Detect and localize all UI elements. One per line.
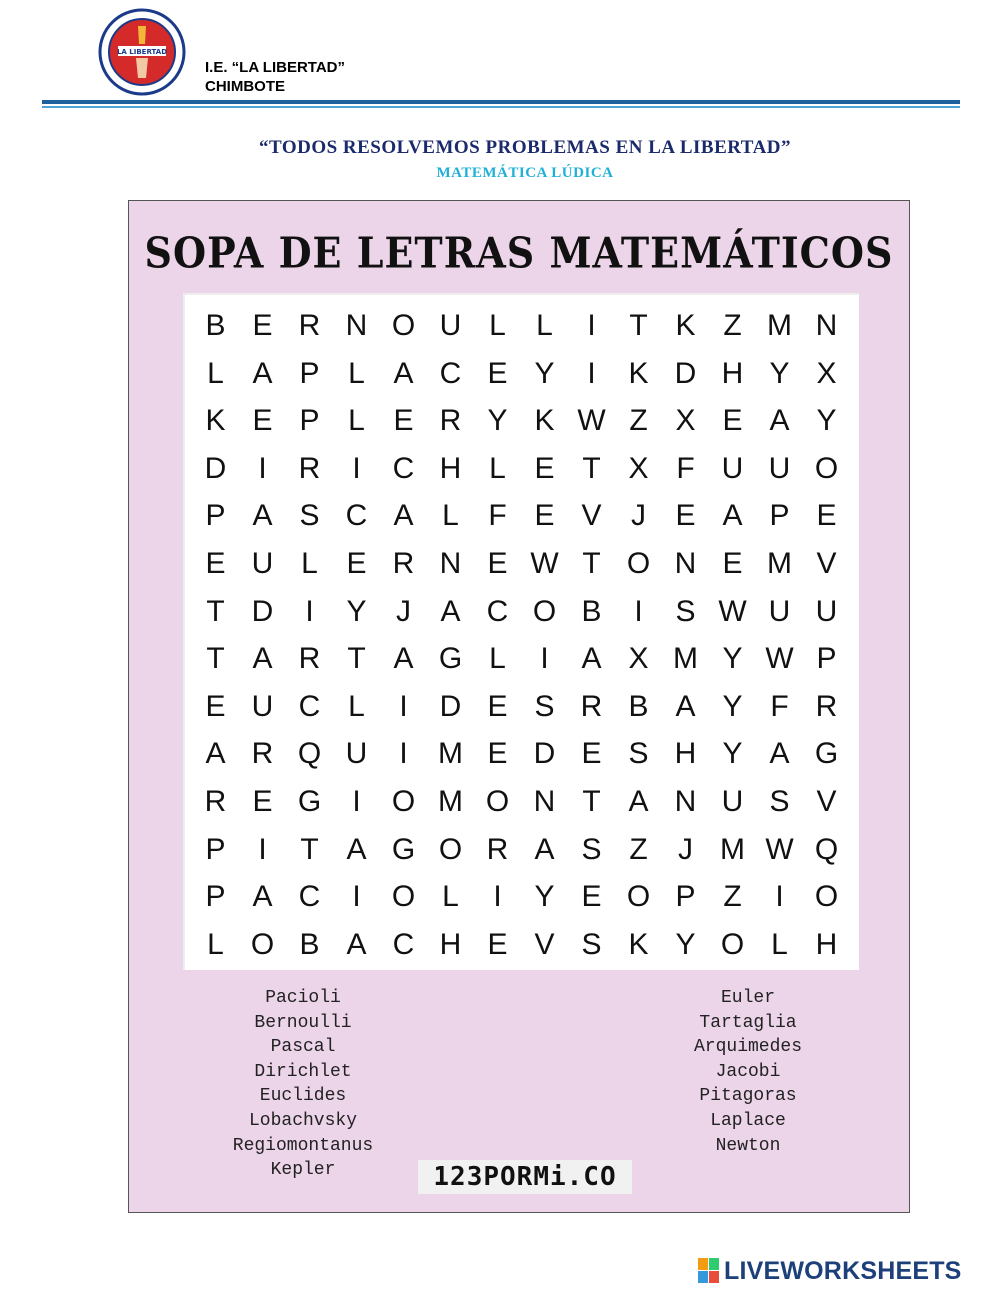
grid-letter[interactable]: L	[771, 927, 788, 961]
grid-letter[interactable]: M	[438, 737, 463, 771]
grid-letter[interactable]: J	[396, 594, 411, 628]
grid-letter[interactable]: T	[582, 785, 601, 818]
grid-letter[interactable]: E	[252, 309, 273, 342]
grid-letter[interactable]: U	[251, 547, 274, 580]
grid-letter[interactable]: B	[299, 927, 320, 961]
grid-letter[interactable]: Y	[534, 880, 555, 914]
grid-letter[interactable]: E	[816, 499, 837, 533]
grid-letter[interactable]: L	[207, 927, 224, 961]
grid-letter[interactable]: F	[676, 451, 695, 485]
grid-letter[interactable]: E	[487, 547, 508, 580]
grid-letter[interactable]: O	[814, 451, 839, 485]
school-city: CHIMBOTE	[205, 78, 285, 95]
grid-letter[interactable]: I	[493, 880, 502, 914]
grid-letter[interactable]: Y	[769, 356, 790, 390]
grid-letter[interactable]: G	[297, 785, 322, 818]
grid-letter[interactable]: A	[581, 642, 602, 676]
grid-letter[interactable]: Y	[816, 404, 837, 438]
grid-letter[interactable]: J	[678, 832, 693, 866]
grid-letter[interactable]: W	[530, 547, 559, 580]
word-list-item: Lobachvsky	[248, 1110, 358, 1131]
grid-letter[interactable]: V	[534, 927, 555, 961]
grid-letter[interactable]: W	[765, 832, 794, 866]
grid-letter[interactable]: R	[298, 309, 321, 342]
word-list-item: Tartaglia	[699, 1012, 797, 1033]
grid-letter[interactable]: C	[392, 927, 415, 961]
grid-letter[interactable]: E	[252, 785, 273, 818]
grid-letter[interactable]: N	[345, 309, 368, 342]
grid-letter[interactable]: I	[258, 832, 267, 866]
grid-letter[interactable]: Y	[722, 737, 743, 771]
grid-letter[interactable]: Z	[629, 404, 648, 438]
word-list-item: Newton	[715, 1135, 781, 1156]
word-list-item: Regiomontanus	[232, 1135, 374, 1156]
grid-letter[interactable]: A	[205, 737, 226, 771]
grid-letter[interactable]: A	[393, 642, 414, 676]
grid-letter[interactable]: H	[721, 356, 744, 390]
grid-letter[interactable]: K	[628, 356, 649, 390]
grid-letter[interactable]: G	[438, 642, 463, 676]
grid-letter[interactable]: W	[765, 642, 794, 676]
grid-letter[interactable]: A	[675, 689, 696, 723]
grid-letter[interactable]: U	[721, 451, 744, 485]
grid-letter[interactable]: I	[258, 451, 267, 485]
grid-letter[interactable]: L	[489, 642, 506, 676]
grid-letter[interactable]: P	[816, 642, 837, 676]
grid-letter[interactable]: T	[629, 309, 648, 342]
grid-letter[interactable]: A	[628, 785, 649, 818]
grid-letter[interactable]: H	[439, 927, 462, 961]
grid-letter[interactable]: A	[769, 404, 790, 438]
grid-letter[interactable]: D	[674, 356, 697, 390]
grid-letter[interactable]: A	[252, 356, 273, 390]
grid-letter[interactable]: W	[577, 404, 606, 438]
subject-title: MATEMÁTICA LÚDICA	[436, 165, 614, 181]
grid-letter[interactable]: L	[442, 880, 459, 914]
grid-letter[interactable]: S	[581, 927, 602, 961]
grid-letter[interactable]: C	[298, 689, 321, 723]
grid-letter[interactable]: D	[533, 737, 556, 771]
grid-letter[interactable]: U	[439, 309, 462, 342]
letter-grid	[183, 293, 859, 970]
grid-letter[interactable]: K	[534, 404, 555, 438]
grid-letter[interactable]: E	[487, 737, 508, 771]
grid-letter[interactable]: R	[204, 785, 227, 818]
word-list-item: Jacobi	[715, 1061, 781, 1082]
grid-letter[interactable]: A	[252, 642, 273, 676]
grid-letter[interactable]: I	[399, 737, 408, 771]
word-list-left	[183, 986, 423, 1183]
grid-letter[interactable]: M	[438, 785, 463, 818]
grid-letter[interactable]: S	[299, 499, 320, 533]
grid-letter[interactable]: N	[815, 309, 838, 342]
grid-letter[interactable]: P	[205, 499, 226, 533]
grid-letter[interactable]: M	[720, 832, 745, 866]
grid-letter[interactable]: O	[391, 880, 416, 914]
grid-letter[interactable]: E	[722, 547, 743, 580]
grid-letter[interactable]: W	[718, 594, 747, 628]
grid-letter[interactable]: P	[205, 880, 226, 914]
header-rule-thin	[42, 106, 960, 108]
word-list-item: Bernoulli	[254, 1012, 352, 1033]
grid-letter[interactable]: C	[345, 499, 368, 533]
grid-letter[interactable]: Q	[297, 737, 322, 771]
grid-letter[interactable]: M	[767, 547, 792, 580]
grid-letter[interactable]: U	[815, 594, 838, 628]
grid-letter[interactable]: Y	[722, 642, 743, 676]
grid-letter[interactable]: A	[252, 880, 273, 914]
grid-letter[interactable]: O	[391, 785, 416, 818]
grid-letter[interactable]: I	[540, 642, 549, 676]
grid-letter[interactable]: B	[581, 594, 602, 628]
grid-letter[interactable]: D	[439, 689, 462, 723]
grid-letter[interactable]: Z	[629, 832, 648, 866]
grid-letter[interactable]: L	[348, 404, 365, 438]
grid-letter[interactable]: O	[626, 547, 651, 580]
grid-letter[interactable]: E	[346, 547, 367, 580]
word-list-item: Euclides	[259, 1086, 347, 1107]
grid-letter[interactable]: S	[628, 737, 649, 771]
grid-letter[interactable]: T	[300, 832, 319, 866]
grid-letter[interactable]: L	[348, 689, 365, 723]
worksheet-title: SOPA DE LETRAS MATEMÁTICOS	[144, 227, 894, 278]
grid-letter[interactable]: U	[251, 689, 274, 723]
grid-letter[interactable]: Y	[346, 594, 367, 628]
grid-letter[interactable]: Y	[675, 927, 696, 961]
grid-letter[interactable]: V	[816, 547, 837, 580]
grid-letter[interactable]: L	[301, 547, 318, 580]
grid-letter[interactable]: T	[206, 594, 225, 628]
grid-letter[interactable]: M	[673, 642, 698, 676]
grid-letter[interactable]: E	[487, 356, 508, 390]
grid-letter[interactable]: C	[298, 880, 321, 914]
grid-letter[interactable]: R	[439, 404, 462, 438]
grid-letter[interactable]: A	[722, 499, 743, 533]
grid-letter[interactable]: Y	[722, 689, 743, 723]
grid-letter[interactable]: B	[628, 689, 649, 723]
grid-letter[interactable]: I	[587, 309, 596, 342]
grid-letter[interactable]: V	[581, 499, 602, 533]
grid-letter[interactable]: T	[347, 642, 366, 676]
grid-letter[interactable]: N	[674, 785, 697, 818]
school-header	[205, 58, 345, 96]
grid-letter[interactable]: O	[485, 785, 510, 818]
grid-letter[interactable]: R	[486, 832, 509, 866]
grid-letter[interactable]: V	[816, 785, 837, 818]
grid-letter[interactable]: U	[345, 737, 368, 771]
grid-letter[interactable]: I	[399, 689, 408, 723]
grid-letter[interactable]: E	[205, 547, 226, 580]
grid-letter[interactable]: L	[348, 356, 365, 390]
grid-letter[interactable]: E	[393, 404, 414, 438]
grid-letter[interactable]: E	[487, 689, 508, 723]
grid-letter[interactable]: P	[675, 880, 696, 914]
grid-letter[interactable]: L	[207, 356, 224, 390]
grid-letter[interactable]: Z	[723, 880, 742, 914]
grid-letter[interactable]: L	[489, 309, 506, 342]
word-list-item: Euler	[720, 988, 775, 1008]
grid-letter[interactable]: Y	[534, 356, 555, 390]
grid-letter[interactable]: I	[775, 880, 784, 914]
grid-letter[interactable]: D	[204, 451, 227, 485]
grid-letter[interactable]: H	[439, 451, 462, 485]
grid-letter[interactable]: E	[581, 737, 602, 771]
grid-letter[interactable]: K	[628, 927, 649, 961]
grid-letter[interactable]: O	[720, 927, 745, 961]
motto: “TODOS RESOLVEMOS PROBLEMAS EN LA LIBERTAD”	[258, 137, 792, 158]
grid-letter[interactable]: E	[722, 404, 743, 438]
grid-letter[interactable]: S	[675, 594, 696, 628]
grid-letter[interactable]: D	[251, 594, 274, 628]
liveworksheets-label: LIVEWORKSHEETS	[724, 1256, 962, 1285]
word-list-item: Pitagoras	[699, 1086, 797, 1107]
grid-letter[interactable]: C	[439, 356, 462, 390]
grid-letter[interactable]: X	[628, 451, 649, 485]
grid-letter[interactable]: N	[533, 785, 556, 818]
grid-letter[interactable]: T	[582, 451, 601, 485]
grid-letter[interactable]: E	[205, 689, 226, 723]
grid-letter[interactable]: R	[580, 689, 603, 723]
grid-letter[interactable]: H	[674, 737, 697, 771]
grid-letter[interactable]: O	[438, 832, 463, 866]
school-name: I.E. “LA LIBERTAD”	[205, 59, 345, 76]
grid-letter[interactable]: I	[352, 785, 361, 818]
liveworksheets-icon	[698, 1258, 720, 1284]
grid-letter[interactable]: C	[392, 451, 415, 485]
grid-letter[interactable]: A	[393, 356, 414, 390]
grid-letter[interactable]: C	[486, 594, 509, 628]
grid-letter[interactable]: P	[769, 499, 790, 533]
grid-letter[interactable]: A	[534, 832, 555, 866]
grid-letter[interactable]: G	[814, 737, 839, 771]
grid-letter[interactable]: O	[391, 309, 416, 342]
school-logo-icon	[98, 8, 186, 96]
liveworksheets-brand[interactable]	[698, 1256, 962, 1286]
grid-letter[interactable]: A	[346, 832, 367, 866]
grid-letter[interactable]: S	[581, 832, 602, 866]
grid-letter[interactable]: A	[252, 499, 273, 533]
grid-letter[interactable]: P	[299, 356, 320, 390]
grid-letter[interactable]: E	[675, 499, 696, 533]
grid-letter[interactable]: E	[487, 927, 508, 961]
word-list-item: Laplace	[710, 1110, 786, 1131]
grid-letter[interactable]: E	[534, 499, 555, 533]
grid-letter[interactable]: R	[298, 451, 321, 485]
grid-letter[interactable]: F	[770, 689, 789, 723]
grid-letter[interactable]: Q	[814, 832, 839, 866]
grid-letter[interactable]: F	[488, 499, 507, 533]
grid-letter[interactable]: E	[534, 451, 555, 485]
grid-letter[interactable]: R	[392, 547, 415, 580]
svg-text:LA LIBERTAD: LA LIBERTAD	[116, 48, 168, 56]
grid-letter[interactable]: L	[442, 499, 459, 533]
grid-letter[interactable]: U	[768, 594, 791, 628]
grid-letter[interactable]: O	[250, 927, 275, 961]
word-list-right	[628, 986, 868, 1158]
grid-letter[interactable]: N	[439, 547, 462, 580]
grid-letter[interactable]: A	[769, 737, 790, 771]
word-list-item: Pacioli	[265, 988, 341, 1008]
grid-letter[interactable]: S	[769, 785, 790, 818]
grid-letter[interactable]: O	[626, 880, 651, 914]
grid-letter[interactable]: Z	[723, 309, 742, 342]
grid-letter[interactable]: L	[536, 309, 553, 342]
header-rule	[42, 100, 960, 104]
grid-letter[interactable]: A	[346, 927, 367, 961]
grid-letter[interactable]: X	[816, 356, 837, 390]
grid-letter[interactable]: N	[674, 547, 697, 580]
grid-letter[interactable]: O	[814, 880, 839, 914]
grid-letter[interactable]: I	[587, 356, 596, 390]
grid-letter[interactable]: G	[391, 832, 416, 866]
grid-letter[interactable]: L	[489, 451, 506, 485]
grid-letter[interactable]: I	[634, 594, 643, 628]
word-list-item: Pascal	[270, 1037, 336, 1058]
grid-letter[interactable]: E	[581, 880, 602, 914]
grid-letter[interactable]: I	[305, 594, 314, 628]
word-list-item: Dirichlet	[254, 1061, 352, 1082]
grid-letter[interactable]: J	[631, 499, 646, 533]
grid-letter[interactable]: P	[205, 832, 226, 866]
grid-letter[interactable]: E	[252, 404, 273, 438]
grid-letter[interactable]: Y	[487, 404, 508, 438]
grid-letter[interactable]: R	[251, 737, 274, 771]
watermark-logo: 123PORMi.CO	[418, 1160, 632, 1194]
grid-letter[interactable]: B	[205, 309, 226, 342]
grid-letter[interactable]: U	[768, 451, 791, 485]
grid-letter[interactable]: I	[352, 880, 361, 914]
grid-letter[interactable]: X	[675, 404, 696, 438]
grid-letter[interactable]: T	[206, 642, 225, 676]
grid-letter[interactable]: K	[205, 404, 226, 438]
grid-letter[interactable]: M	[767, 309, 792, 342]
word-list-item: Kepler	[270, 1160, 336, 1181]
grid-letter[interactable]: A	[440, 594, 461, 628]
grid-letter[interactable]: X	[628, 642, 649, 676]
grid-letter[interactable]: A	[393, 499, 414, 533]
grid-letter[interactable]: R	[815, 689, 838, 723]
grid-letter[interactable]: T	[582, 547, 601, 580]
word-list-item: Arquimedes	[693, 1037, 803, 1058]
grid-letter[interactable]: I	[352, 451, 361, 485]
grid-letter[interactable]: P	[299, 404, 320, 438]
grid-letter[interactable]: R	[298, 642, 321, 676]
grid-letter[interactable]: O	[532, 594, 557, 628]
grid-letter[interactable]: H	[815, 927, 838, 961]
grid-letter[interactable]: S	[534, 689, 555, 723]
grid-letter[interactable]: K	[675, 309, 696, 342]
grid-letter[interactable]: U	[721, 785, 744, 818]
